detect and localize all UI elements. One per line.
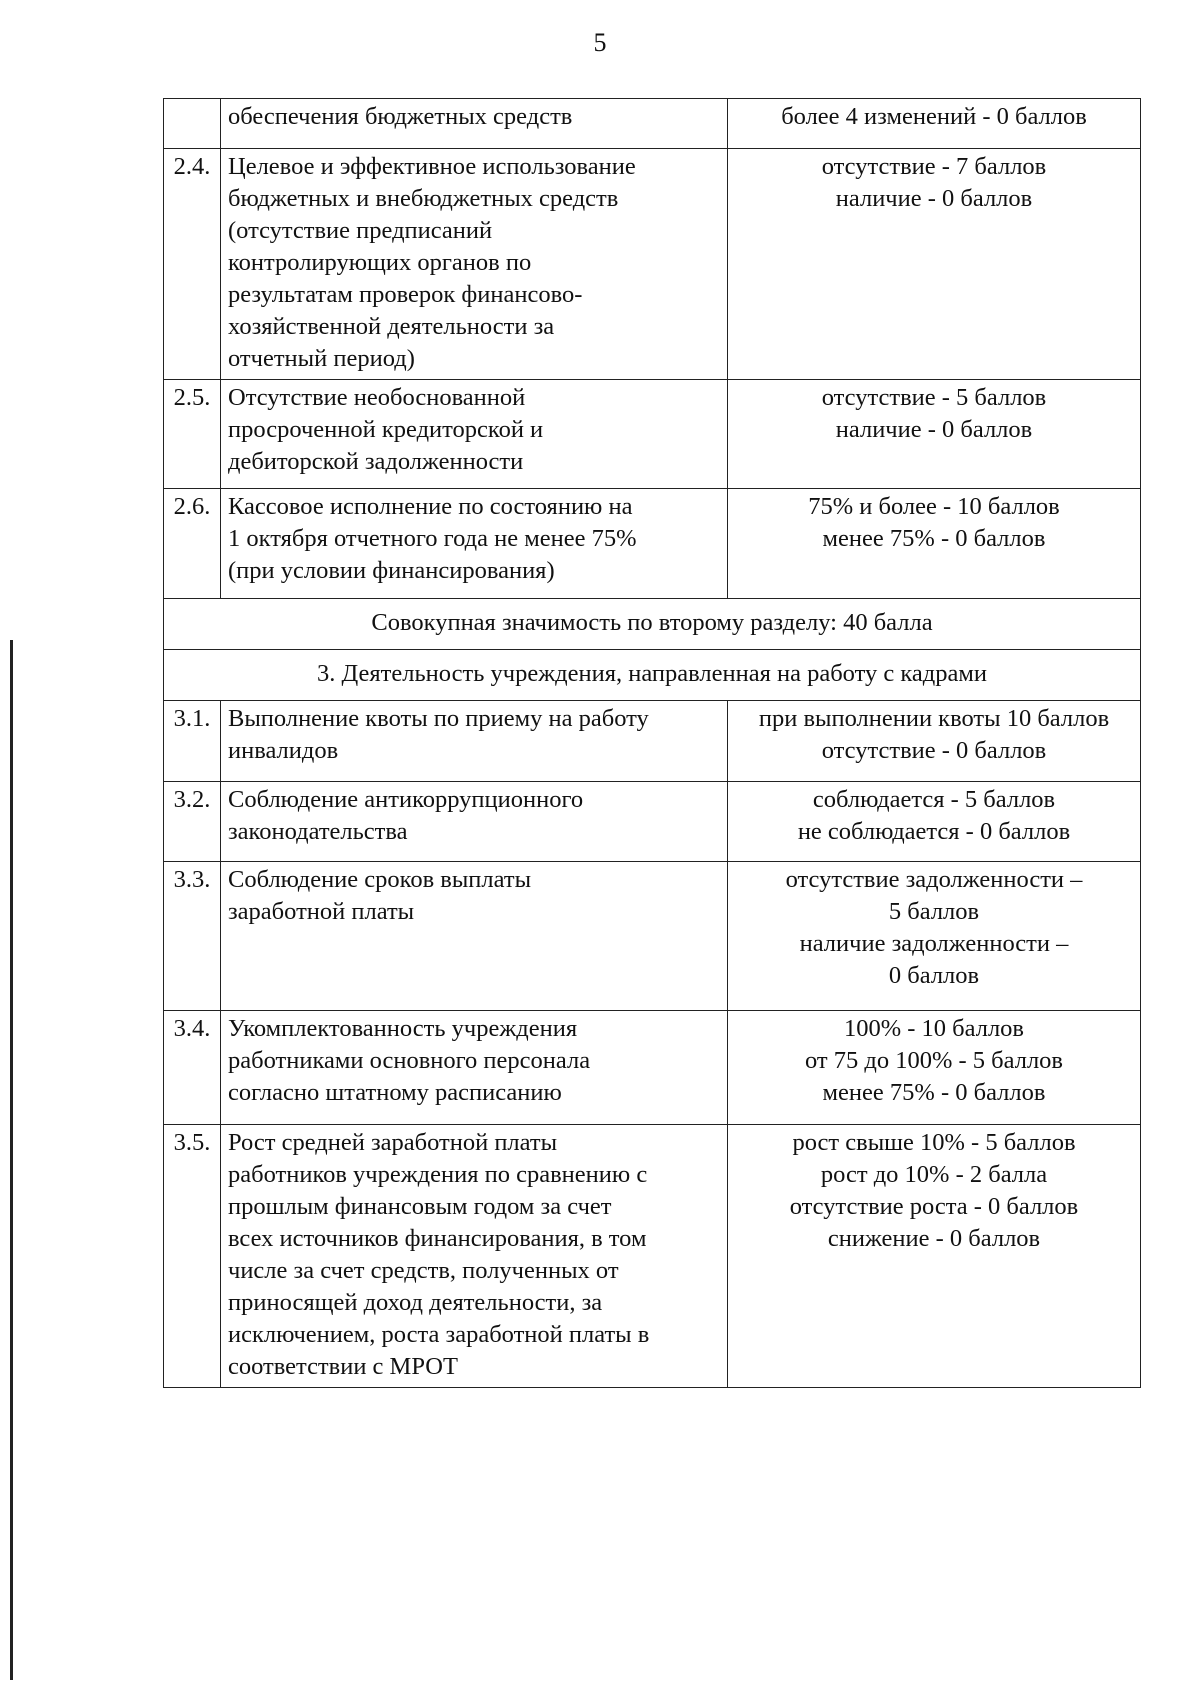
scan-edge-line <box>10 640 13 1680</box>
table-row <box>164 1011 1141 1125</box>
criterion-cell-line: законодательства <box>228 818 408 845</box>
criterion-cell <box>221 380 728 489</box>
table-row <box>164 701 1141 782</box>
criteria-table-body <box>164 99 1141 1388</box>
criterion-cell-line: Отсутствие необоснованной <box>228 384 526 411</box>
score-cell <box>728 862 1141 1011</box>
criterion-cell <box>221 782 728 862</box>
criterion-cell-line: числе за счет средств, полученных от <box>228 1257 619 1284</box>
table-row <box>164 1125 1141 1388</box>
table-row <box>164 99 1141 149</box>
criterion-cell-line: 1 октября отчетного года не менее 75% <box>228 525 637 552</box>
criterion-cell <box>221 489 728 599</box>
score-cell <box>728 701 1141 782</box>
criterion-cell <box>221 1125 728 1388</box>
score-cell-line: от 75 до 100% - 5 баллов <box>805 1047 1063 1074</box>
score-cell <box>728 149 1141 380</box>
score-cell <box>728 380 1141 489</box>
score-cell-line: не соблюдается - 0 баллов <box>797 818 1071 845</box>
score-cell-line: наличие задолженности – <box>799 930 1069 957</box>
table-row <box>164 599 1141 650</box>
criterion-cell <box>221 149 728 380</box>
criterion-cell-line: работников учреждения по сравнению с <box>228 1161 648 1188</box>
table-row <box>164 149 1141 380</box>
criterion-cell-line: соответствии с МРОТ <box>228 1353 458 1380</box>
criterion-cell <box>221 701 728 782</box>
score-cell <box>728 1125 1141 1388</box>
criterion-cell-line: (отсутствие предписаний <box>228 217 493 244</box>
criteria-table <box>163 98 1141 1388</box>
row-number: 2.4. <box>164 149 221 380</box>
score-cell-line: отсутствие - 7 баллов <box>821 153 1047 180</box>
criterion-cell <box>221 1011 728 1125</box>
score-cell-line: рост до 10% - 2 балла <box>820 1161 1048 1188</box>
criterion-cell-line: Целевое и эффективное использование <box>228 153 636 180</box>
section-heading: 3. Деятельность учреждения, направленная на работу с кадрами <box>164 650 1141 701</box>
table-row <box>164 380 1141 489</box>
table-row <box>164 782 1141 862</box>
row-number: 2.5. <box>164 380 221 489</box>
criterion-cell-line: инвалидов <box>228 737 339 764</box>
section-total: Совокупная значимость по второму разделу: 40 балла <box>164 599 1141 650</box>
criterion-cell <box>221 99 728 149</box>
criterion-cell-line: согласно штатному расписанию <box>228 1079 562 1106</box>
criterion-cell-line: всех источников финансирования, в том <box>228 1225 647 1252</box>
score-cell-line: при выполнении квоты 10 баллов <box>758 705 1110 732</box>
table-row <box>164 489 1141 599</box>
criterion-cell-line: Соблюдение сроков выплаты <box>228 866 532 893</box>
row-number: 3.3. <box>164 862 221 1011</box>
criterion-cell-line: заработной платы <box>228 898 415 925</box>
row-number: 3.5. <box>164 1125 221 1388</box>
criterion-cell-line: контролирующих органов по <box>228 249 532 276</box>
criterion-cell-line: Рост средней заработной платы <box>228 1129 558 1156</box>
score-cell-line: отсутствие - 5 баллов <box>821 384 1047 411</box>
criterion-cell-line: обеспечения бюджетных средств <box>228 103 573 130</box>
criterion-cell-line: приносящей доход деятельности, за <box>228 1289 603 1316</box>
criterion-cell-line: хозяйственной деятельности за <box>228 313 555 340</box>
criterion-cell-line: Кассовое исполнение по состоянию на <box>228 493 633 520</box>
page-number: 5 <box>593 28 607 57</box>
score-cell-line: соблюдается - 5 баллов <box>812 786 1056 813</box>
score-cell-line: отсутствие задолженности – <box>785 866 1083 893</box>
criterion-cell-line: исключением, роста заработной платы в <box>228 1321 650 1348</box>
score-cell <box>728 1011 1141 1125</box>
score-cell-line: отсутствие - 0 баллов <box>821 737 1047 764</box>
score-cell-line: 75% и более - 10 баллов <box>808 493 1060 520</box>
criterion-cell-line: работниками основного персонала <box>228 1047 591 1074</box>
row-number <box>164 99 221 149</box>
score-cell-line: более 4 изменений - 0 баллов <box>781 103 1087 130</box>
row-number: 2.6. <box>164 489 221 599</box>
score-cell-line: 100% - 10 баллов <box>843 1015 1025 1042</box>
row-number: 3.1. <box>164 701 221 782</box>
criterion-cell-line: отчетный период) <box>228 345 415 372</box>
criterion-cell-line: бюджетных и внебюджетных средств <box>228 185 619 212</box>
criterion-cell-line: прошлым финансовым годом за счет <box>228 1193 612 1220</box>
table-row <box>164 650 1141 701</box>
criterion-cell-line: просроченной кредиторской и <box>228 416 544 443</box>
score-cell-line: рост свыше 10% - 5 баллов <box>792 1129 1076 1156</box>
score-cell-line: 0 баллов <box>888 962 980 989</box>
row-number: 3.4. <box>164 1011 221 1125</box>
criterion-cell-line: (при условии финансирования) <box>228 557 555 584</box>
criterion-cell-line: дебиторской задолженности <box>228 448 524 475</box>
score-cell-line: менее 75% - 0 баллов <box>822 525 1046 552</box>
score-cell <box>728 99 1141 149</box>
score-cell <box>728 782 1141 862</box>
score-cell-line: менее 75% - 0 баллов <box>822 1079 1046 1106</box>
score-cell <box>728 489 1141 599</box>
criterion-cell-line: Выполнение квоты по приему на работу <box>228 705 649 732</box>
score-cell-line: снижение - 0 баллов <box>827 1225 1041 1252</box>
score-cell-line: наличие - 0 баллов <box>835 416 1033 443</box>
score-cell-line: наличие - 0 баллов <box>835 185 1033 212</box>
criterion-cell <box>221 862 728 1011</box>
row-number: 3.2. <box>164 782 221 862</box>
criterion-cell-line: Укомплектованность учреждения <box>228 1015 578 1042</box>
score-cell-line: 5 баллов <box>888 898 980 925</box>
criterion-cell-line: Соблюдение антикоррупционного <box>228 786 584 813</box>
table-row <box>164 862 1141 1011</box>
score-cell-line: отсутствие роста - 0 баллов <box>789 1193 1079 1220</box>
criterion-cell-line: результатам проверок финансово- <box>228 281 583 308</box>
